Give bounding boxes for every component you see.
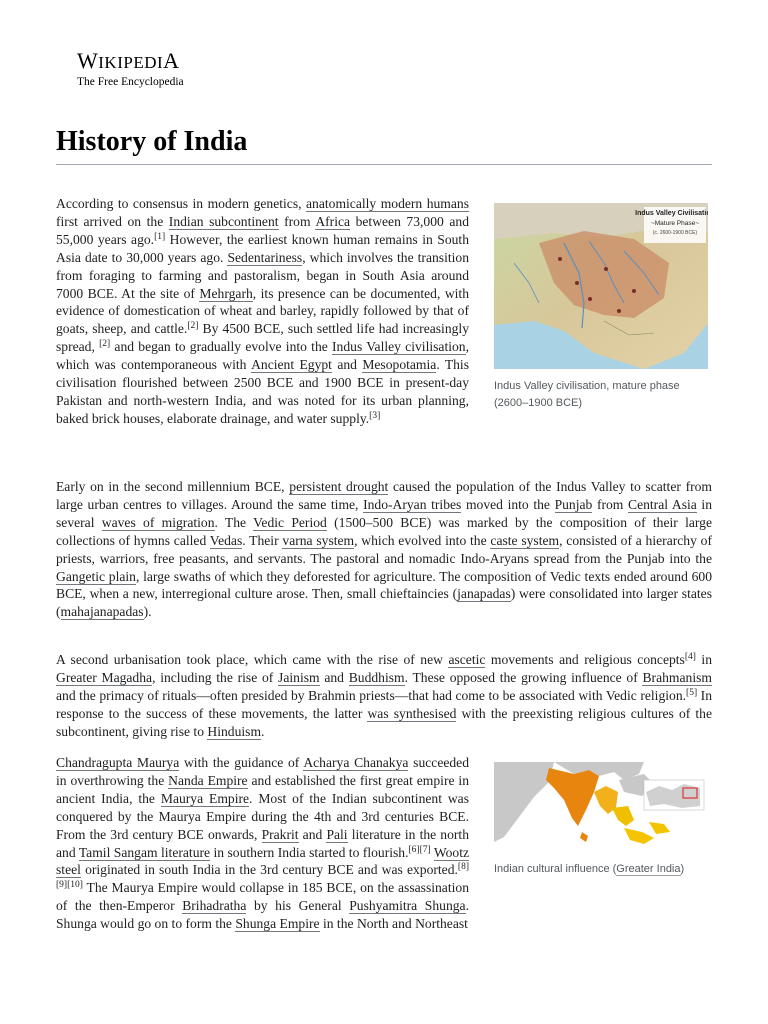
paragraph-1: According to consensus in modern genetics, anatomically modern humans first arrived on the Indian subcontinent from Africa between 73,000 and 55,000 years ago.[1] However, the earliest known human remains in South Asia date to 30,000 years ago. Sedentariness, which involves the transition from foraging to farming and pastoralism, began in South Asia around 7000 BCE. At the site of Mehrgarh, its presence can be documented, with evidence of domestication of wheat and barley, rapidly followed by that of goats, sheep, and cattle.[2] By 4500 BCE, such settled life had increasingly spread, [2] and began to gradually evolve into the Indus Valley civilisation, which was contemporaneous with Ancient Egypt and Mesopotamia. This civilisation flourished between 2500 BCE and 1900 BCE in present-day Pakistan and north-western India, and was noted for its urban planning, baked brick houses, elaborate drainage, and water supply.[3] bbox=[56, 196, 470, 426]
page-title: History of India bbox=[56, 126, 248, 157]
ref-2[interactable]: [2] bbox=[187, 321, 199, 332]
link-mahajanapadas[interactable]: mahajanapadas bbox=[60, 604, 144, 620]
ref-3[interactable]: [3] bbox=[369, 410, 381, 421]
link-prakrit[interactable]: Prakrit bbox=[261, 826, 299, 842]
ref-2b[interactable]: [2] bbox=[99, 339, 111, 350]
link-mehrgarh[interactable]: Mehrgarh bbox=[199, 285, 253, 301]
ref-4[interactable]: [4] bbox=[684, 652, 696, 662]
link-indo-aryan-tribes[interactable]: Indo-Aryan tribes bbox=[363, 496, 462, 512]
figure-indus-valley bbox=[494, 203, 708, 412]
greater-india-map[interactable] bbox=[494, 762, 708, 852]
paragraph-3: A second urbanisation took place, which came with the rise of new ascetic movements and religious concepts[4] in Greater Magadha, including the rise of Jainism and Buddhism. These opposed the growing influence of Brahmanism and the primacy of rituals—often presided by Brahmin priests—that had come to be associated with Vedic religion.[5] In response to the success of these movements, the latter was synthesised with the preexisting religious cultures of the subcontinent, giving rise to Hinduism. bbox=[56, 652, 713, 739]
map-dates: (c. 2600-1900 BCE) bbox=[652, 230, 698, 236]
ref-1[interactable]: [1] bbox=[154, 231, 166, 242]
link-sedentariness[interactable]: Sedentariness bbox=[227, 249, 303, 265]
link-nanda-empire[interactable]: Nanda Empire bbox=[168, 772, 248, 788]
link-wootz-steel[interactable]: Wootz steel bbox=[56, 844, 470, 878]
link-jainism[interactable]: Jainism bbox=[278, 669, 320, 685]
figure-greater-india bbox=[494, 762, 708, 878]
link-punjab[interactable]: Punjab bbox=[554, 496, 593, 512]
link-waves-of-migration[interactable]: waves of migration bbox=[101, 514, 215, 530]
link-anatomically-modern-humans[interactable]: anatomically modern humans bbox=[306, 196, 469, 211]
link-brihadratha[interactable]: Brihadratha bbox=[182, 898, 247, 914]
link-pushyamitra-shunga[interactable]: Pushyamitra Shunga bbox=[349, 898, 466, 914]
wikipedia-logo[interactable] bbox=[77, 50, 184, 89]
link-pali[interactable]: Pali bbox=[326, 826, 348, 842]
link-ascetic[interactable]: ascetic bbox=[448, 652, 486, 667]
figure-1-caption: Indus Valley civilisation, mature phase (2600–1900 BCE) bbox=[494, 380, 680, 409]
link-persistent-drought[interactable]: persistent drought bbox=[289, 479, 389, 494]
link-gangetic-plain[interactable]: Gangetic plain bbox=[56, 568, 136, 584]
link-vedas[interactable]: Vedas bbox=[209, 532, 243, 548]
link-vedic-period[interactable]: Vedic Period bbox=[253, 514, 327, 530]
link-buddhism[interactable]: Buddhism bbox=[348, 669, 405, 685]
map-title-line1: Indus Valley Civilisation bbox=[635, 210, 708, 217]
link-brahmanism[interactable]: Brahmanism bbox=[642, 669, 712, 685]
link-janapadas[interactable]: janapadas bbox=[457, 586, 511, 602]
link-greater-magadha[interactable]: Greater Magadha bbox=[56, 669, 153, 685]
figure-2-caption: Indian cultural influence (Greater India) bbox=[494, 863, 685, 875]
wikipedia-tagline: The Free Encyclopedia bbox=[77, 76, 184, 88]
link-maurya-empire[interactable]: Maurya Empire bbox=[160, 790, 250, 806]
link-varna-system[interactable]: varna system bbox=[282, 532, 355, 548]
link-central-asia[interactable]: Central Asia bbox=[628, 496, 697, 512]
map-subtitle: ~Mature Phase~ bbox=[650, 220, 700, 227]
link-tamil-sangam-literature[interactable]: Tamil Sangam literature bbox=[78, 844, 211, 860]
paragraph-2: Early on in the second millennium BCE, persistent drought caused the population of the Indus Valley to scatter from large urban centres to villages. Around the same time, Indo-Aryan tribes moved into the Punjab from Central Asia in several waves of migration. The Vedic Period (1500–500 BCE) was marked by the composition of their large collections of hymns called Vedas. Their varna system, which evolved into the caste system, consisted of a hierarchy of priests, warriors, free peasants, and servants. The pastoral and nomadic Indo-Aryans spread from the Punjab into the Gangetic plain, large swaths of which they deforested for agriculture. The composition of Vedic texts ended around 600 BCE, when a new, interregional culture arose. Then, small chieftaincies (janapadas) were consolidated into larger states (mahajanapadas). bbox=[56, 479, 713, 620]
ref-8-9-10[interactable]: [8][9][10] bbox=[56, 862, 469, 891]
link-acharya-chanakya[interactable]: Acharya Chanakya bbox=[303, 755, 409, 770]
link-caste-system[interactable]: caste system bbox=[490, 532, 560, 548]
link-hinduism[interactable]: Hinduism bbox=[207, 723, 262, 739]
wikipedia-wordmark: WIKIPEDIA bbox=[77, 48, 180, 73]
ref-6-7[interactable]: [6][7] bbox=[408, 844, 431, 855]
link-was-synthesised[interactable]: was synthesised bbox=[367, 705, 457, 721]
link-chandragupta-maurya[interactable]: Chandragupta Maurya bbox=[56, 755, 180, 770]
link-ancient-egypt[interactable]: Ancient Egypt bbox=[251, 357, 332, 373]
link-mesopotamia[interactable]: Mesopotamia bbox=[362, 357, 437, 373]
ref-5[interactable]: [5] bbox=[686, 687, 698, 698]
link-indus-valley-civilisation[interactable]: Indus Valley civilisation bbox=[332, 339, 466, 355]
title-divider bbox=[56, 164, 712, 165]
link-shunga-empire[interactable]: Shunga Empire bbox=[235, 916, 320, 932]
link-africa[interactable]: Africa bbox=[315, 213, 351, 229]
indus-valley-map[interactable] bbox=[494, 203, 708, 369]
paragraph-4: Chandragupta Maurya with the guidance of Acharya Chanakya succeeded in overthrowing the Nanda Empire and established the first great empire in ancient India, the Maurya Empire. Most of the Indian subcontinent was conquered by the Maurya Empire during the 4th and 3rd centuries BCE. From the 3rd century BCE onwards, Prakrit and Pali literature in the north and Tamil Sangam literature in southern India started to flourish.[6][7] Wootz steel originated in south India in the 3rd century BCE and was exported.[8][9][10] The Maurya Empire would collapse in 185 BCE, on the assassination of the then-Emperor Brihadratha by his General Pushyamitra Shunga. Shunga would go on to form the Shunga Empire in the North and Northeast bbox=[56, 755, 470, 932]
link-indian-subcontinent[interactable]: Indian subcontinent bbox=[168, 213, 279, 229]
link-greater-india-caption[interactable]: Greater India bbox=[616, 863, 681, 875]
